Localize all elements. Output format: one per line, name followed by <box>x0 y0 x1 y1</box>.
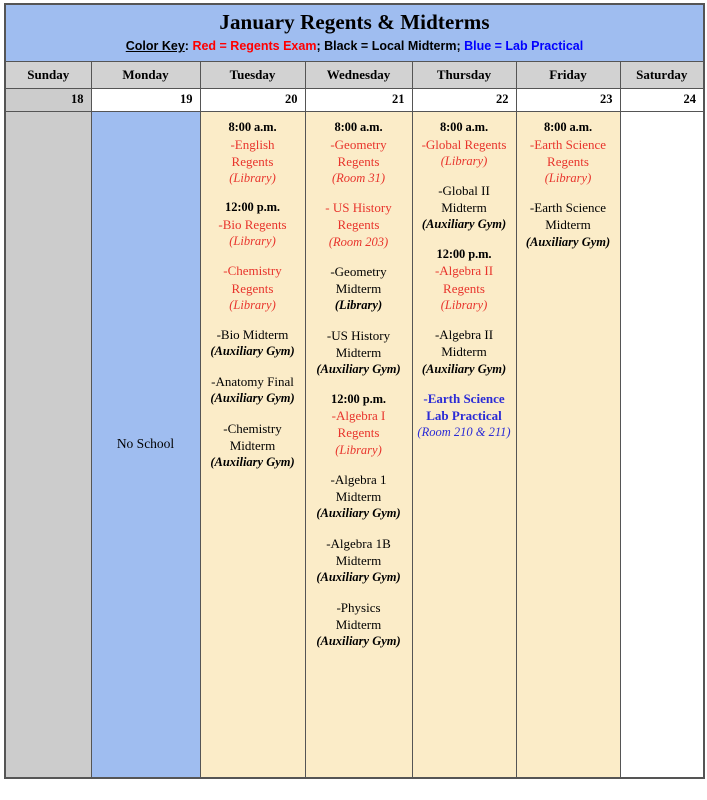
event-title: -Bio Midterm <box>216 327 289 343</box>
day-name-row <box>5 62 704 89</box>
event-title: -Chemistry <box>223 420 282 436</box>
event-title: Midterm <box>441 200 487 216</box>
event-title: Regents <box>337 153 380 169</box>
event-title: Regents <box>443 280 485 296</box>
event-location: (Auxiliary Gym) <box>316 634 401 648</box>
event-title: Midterm <box>335 345 382 361</box>
event-title: - US History <box>325 200 392 216</box>
exam-event[interactable] <box>416 390 513 441</box>
event-time: 12:00 p.m. <box>225 200 280 215</box>
event-location: (Library) <box>334 298 383 313</box>
event-title: Midterm <box>441 344 487 360</box>
color-key-midterm: Black = Local Midterm <box>324 39 457 54</box>
event-title: -Algebra 1 <box>330 472 387 488</box>
exam-event[interactable] <box>204 119 302 186</box>
events-row <box>5 112 704 778</box>
event-title: -US History <box>326 327 391 343</box>
event-title: Midterm <box>335 281 382 297</box>
event-title: -Algebra II <box>434 263 494 279</box>
day-header-wednesday: Wednesday <box>305 62 412 89</box>
exam-event[interactable] <box>309 391 409 458</box>
date-number-row <box>5 89 704 112</box>
date-cell-22[interactable]: 22 <box>412 89 516 112</box>
exam-event[interactable] <box>309 263 409 314</box>
event-location: (Library) <box>229 297 276 312</box>
color-key-sep1: ; <box>316 39 325 54</box>
event-title: -Algebra 1B <box>326 535 391 551</box>
event-time: 8:00 a.m. <box>228 120 277 134</box>
event-location: (Auxiliary Gym) <box>316 570 401 585</box>
color-key-label: Color Key <box>125 39 185 54</box>
color-key-legend <box>6 37 703 56</box>
event-title: -Earth Science <box>423 391 505 407</box>
day-header-thursday: Thursday <box>412 62 516 89</box>
event-location: (Auxiliary Gym) <box>210 454 295 469</box>
event-title: Midterm <box>335 616 382 632</box>
day-cell-tuesday[interactable] <box>200 112 305 778</box>
date-cell-24[interactable]: 24 <box>620 89 704 112</box>
day-cell-monday[interactable] <box>91 112 200 778</box>
event-title: Regents <box>231 153 274 169</box>
day-cell-saturday[interactable] <box>620 112 704 778</box>
event-location: (Library) <box>440 153 488 168</box>
event-location: (Auxiliary Gym) <box>210 391 295 406</box>
date-cell-19[interactable]: 19 <box>91 89 200 112</box>
day-header-sunday: Sunday <box>5 62 91 89</box>
exam-event[interactable] <box>416 182 513 233</box>
exam-event[interactable] <box>309 471 409 522</box>
event-title: Midterm <box>545 217 591 233</box>
exam-event[interactable] <box>416 246 513 313</box>
event-title: -Geometry <box>330 264 387 280</box>
no-school-note: No School <box>116 435 175 451</box>
day-header-monday: Monday <box>91 62 200 89</box>
exam-event[interactable] <box>416 119 513 169</box>
color-key-sep2: ; <box>456 39 465 54</box>
event-location: (Auxiliary Gym) <box>316 506 401 521</box>
exam-event[interactable] <box>309 599 409 650</box>
exam-event[interactable] <box>204 373 302 407</box>
event-title: Lab Practical <box>426 408 502 424</box>
date-cell-23[interactable]: 23 <box>516 89 620 112</box>
day-header-saturday: Saturday <box>620 62 704 89</box>
event-location: (Auxiliary Gym) <box>421 217 507 232</box>
color-key-regents: Red = Regents Exam <box>192 39 317 54</box>
event-title: Regents <box>231 280 274 296</box>
event-location: (Room 210 & 211) <box>417 425 511 440</box>
exam-event[interactable] <box>204 199 302 249</box>
event-title: -Bio Regents <box>218 216 287 232</box>
calendar-header-band <box>5 4 704 62</box>
event-title: Midterm <box>335 489 382 505</box>
exam-event[interactable] <box>309 199 409 250</box>
event-location: (Room 31) <box>331 170 386 185</box>
event-title: -Physics <box>336 599 381 615</box>
event-title: Regents <box>337 217 380 233</box>
page-title: January Regents & Midterms <box>219 10 490 34</box>
event-location: (Room 203) <box>328 234 389 249</box>
calendar-table <box>4 3 705 779</box>
color-key-lab: Blue = Lab Practical <box>464 39 584 54</box>
event-time: 12:00 p.m. <box>331 391 386 406</box>
exam-event[interactable] <box>520 119 617 186</box>
event-location: (Auxiliary Gym) <box>316 362 401 377</box>
day-cell-thursday[interactable] <box>412 112 516 778</box>
event-title: -Global Regents <box>421 136 507 152</box>
event-location: (Auxiliary Gym) <box>421 361 507 376</box>
event-location: (Library) <box>229 170 276 185</box>
event-location: (Auxiliary Gym) <box>210 344 295 359</box>
event-title: -Global II <box>438 183 490 199</box>
event-time: 8:00 a.m. <box>543 120 593 134</box>
event-location: (Library) <box>335 442 382 457</box>
exam-event[interactable] <box>309 119 409 186</box>
event-title: Regents <box>337 425 380 441</box>
date-cell-18[interactable]: 18 <box>5 89 91 112</box>
exam-event[interactable] <box>204 262 302 313</box>
day-header-tuesday: Tuesday <box>200 62 305 89</box>
event-title: -Earth Science <box>529 136 607 152</box>
event-location: (Library) <box>229 233 276 248</box>
event-location: (Library) <box>544 170 592 185</box>
title-row <box>5 4 704 62</box>
exam-event[interactable] <box>416 326 513 377</box>
event-title: Regents <box>547 153 589 169</box>
event-title: -Earth Science <box>529 200 607 216</box>
color-key-separator: : <box>184 39 193 54</box>
event-title: -Chemistry <box>223 263 282 279</box>
event-time: 8:00 a.m. <box>334 120 383 134</box>
event-title: -Algebra II <box>434 327 494 343</box>
exam-event[interactable] <box>309 535 409 586</box>
event-location: (Auxiliary Gym) <box>525 234 611 249</box>
event-title: -Algebra I <box>331 408 386 424</box>
exam-event[interactable] <box>204 420 302 471</box>
day-cell-friday[interactable] <box>516 112 620 778</box>
event-time: 12:00 p.m. <box>436 246 492 261</box>
exam-event[interactable] <box>204 326 302 360</box>
date-cell-21[interactable]: 21 <box>305 89 412 112</box>
date-cell-20[interactable]: 20 <box>200 89 305 112</box>
event-title: Midterm <box>335 553 382 569</box>
day-cell-wednesday[interactable] <box>305 112 412 778</box>
event-title: -Geometry <box>330 136 387 152</box>
day-cell-sunday[interactable] <box>5 112 91 778</box>
event-time: 8:00 a.m. <box>439 120 489 134</box>
day-header-friday: Friday <box>516 62 620 89</box>
exam-event[interactable] <box>309 327 409 378</box>
event-location: (Library) <box>440 297 488 312</box>
event-title: -English <box>230 136 275 152</box>
event-title: Midterm <box>229 437 276 453</box>
event-title: -Anatomy Final <box>211 373 294 389</box>
exam-event[interactable] <box>520 199 617 250</box>
